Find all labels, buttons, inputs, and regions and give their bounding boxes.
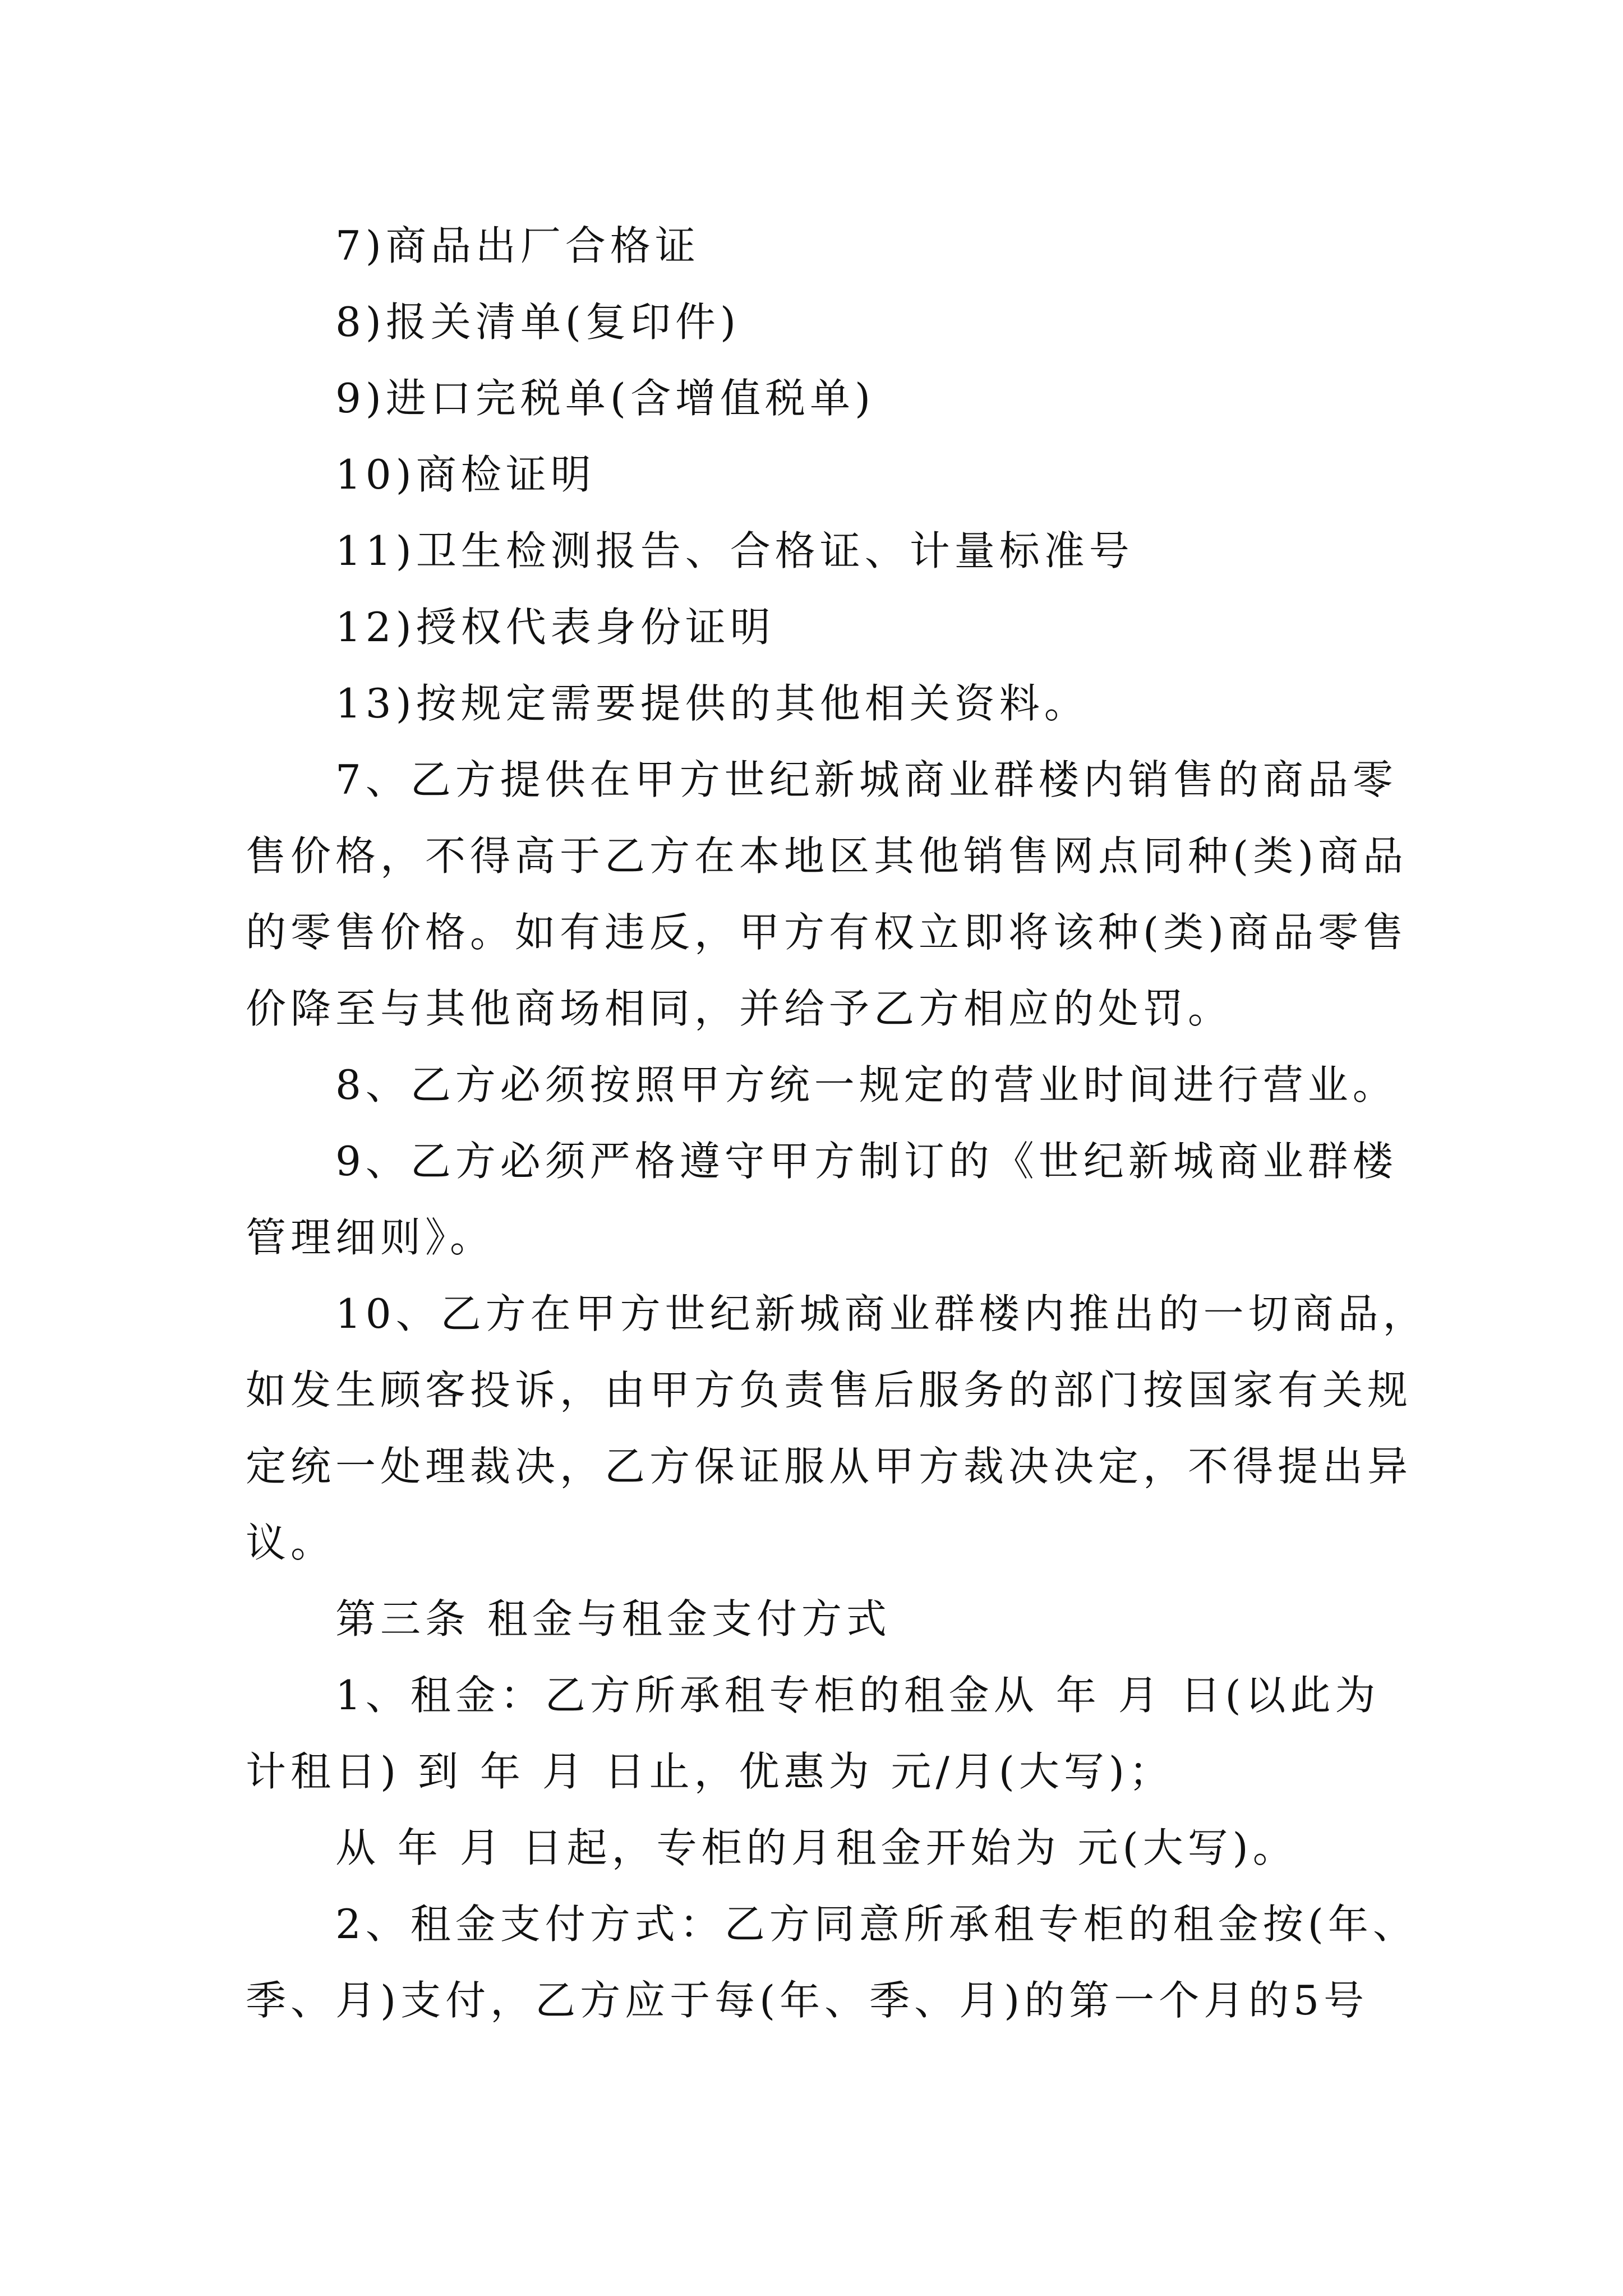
list-item: 10)商检证明	[335, 451, 596, 498]
list-item: 9)进口完税单(含增值税单)	[335, 375, 875, 422]
paragraph-line: 2、租金支付方式：乙方同意所承租专柜的租金按(年、	[335, 1901, 1418, 1948]
section-heading: 第三条 租金与租金支付方式	[335, 1595, 891, 1642]
paragraph-line: 10、乙方在甲方世纪新城商业群楼内推出的一切商品，	[335, 1290, 1428, 1337]
paragraph-line: 管理细则》。	[246, 1214, 495, 1261]
paragraph-line: 定统一处理裁决，乙方保证服从甲方裁决决定，不得提出异	[246, 1443, 1413, 1490]
paragraph-line: 售价格，不得高于乙方在本地区其他销售网点同种(类)商品	[246, 832, 1408, 880]
paragraph-line: 从 年 月 日起，专柜的月租金开始为 元(大写)。	[335, 1824, 1298, 1871]
list-item: 12)授权代表身份证明	[335, 604, 775, 651]
list-item: 11)卫生检测报告、合格证、计量标准号	[335, 527, 1134, 574]
paragraph-line: 计租日) 到 年 月 日止，优惠为 元/月(大写)；	[246, 1748, 1174, 1795]
paragraph-line: 8、乙方必须按照甲方统一规定的营业时间进行营业。	[335, 1061, 1398, 1108]
document-body	[246, 208, 1428, 2039]
paragraph-line: 1、租金：乙方所承租专柜的租金从 年 月 日(以此为	[335, 1672, 1380, 1719]
list-item: 13)按规定需要提供的其他相关资料。	[335, 680, 1089, 727]
paragraph-line: 如发生顾客投诉，由甲方负责售后服务的部门按国家有关规	[246, 1366, 1413, 1414]
paragraph-line: 议。	[246, 1519, 336, 1566]
list-item: 7)商品出厂合格证	[335, 222, 700, 269]
paragraph-line: 的零售价格。如有违反，甲方有权立即将该种(类)商品零售	[246, 909, 1408, 956]
paragraph-line: 9、乙方必须严格遵守甲方制订的《世纪新城商业群楼	[335, 1138, 1398, 1185]
list-item: 8)报关清单(复印件)	[335, 298, 741, 346]
paragraph-line: 价降至与其他商场相同，并给予乙方相应的处罚。	[246, 985, 1233, 1032]
paragraph-line: 季、月)支付，乙方应于每(年、季、月)的第一个月的5号	[246, 1977, 1369, 2024]
paragraph-line: 7、乙方提供在甲方世纪新城商业群楼内销售的商品零	[335, 756, 1398, 803]
